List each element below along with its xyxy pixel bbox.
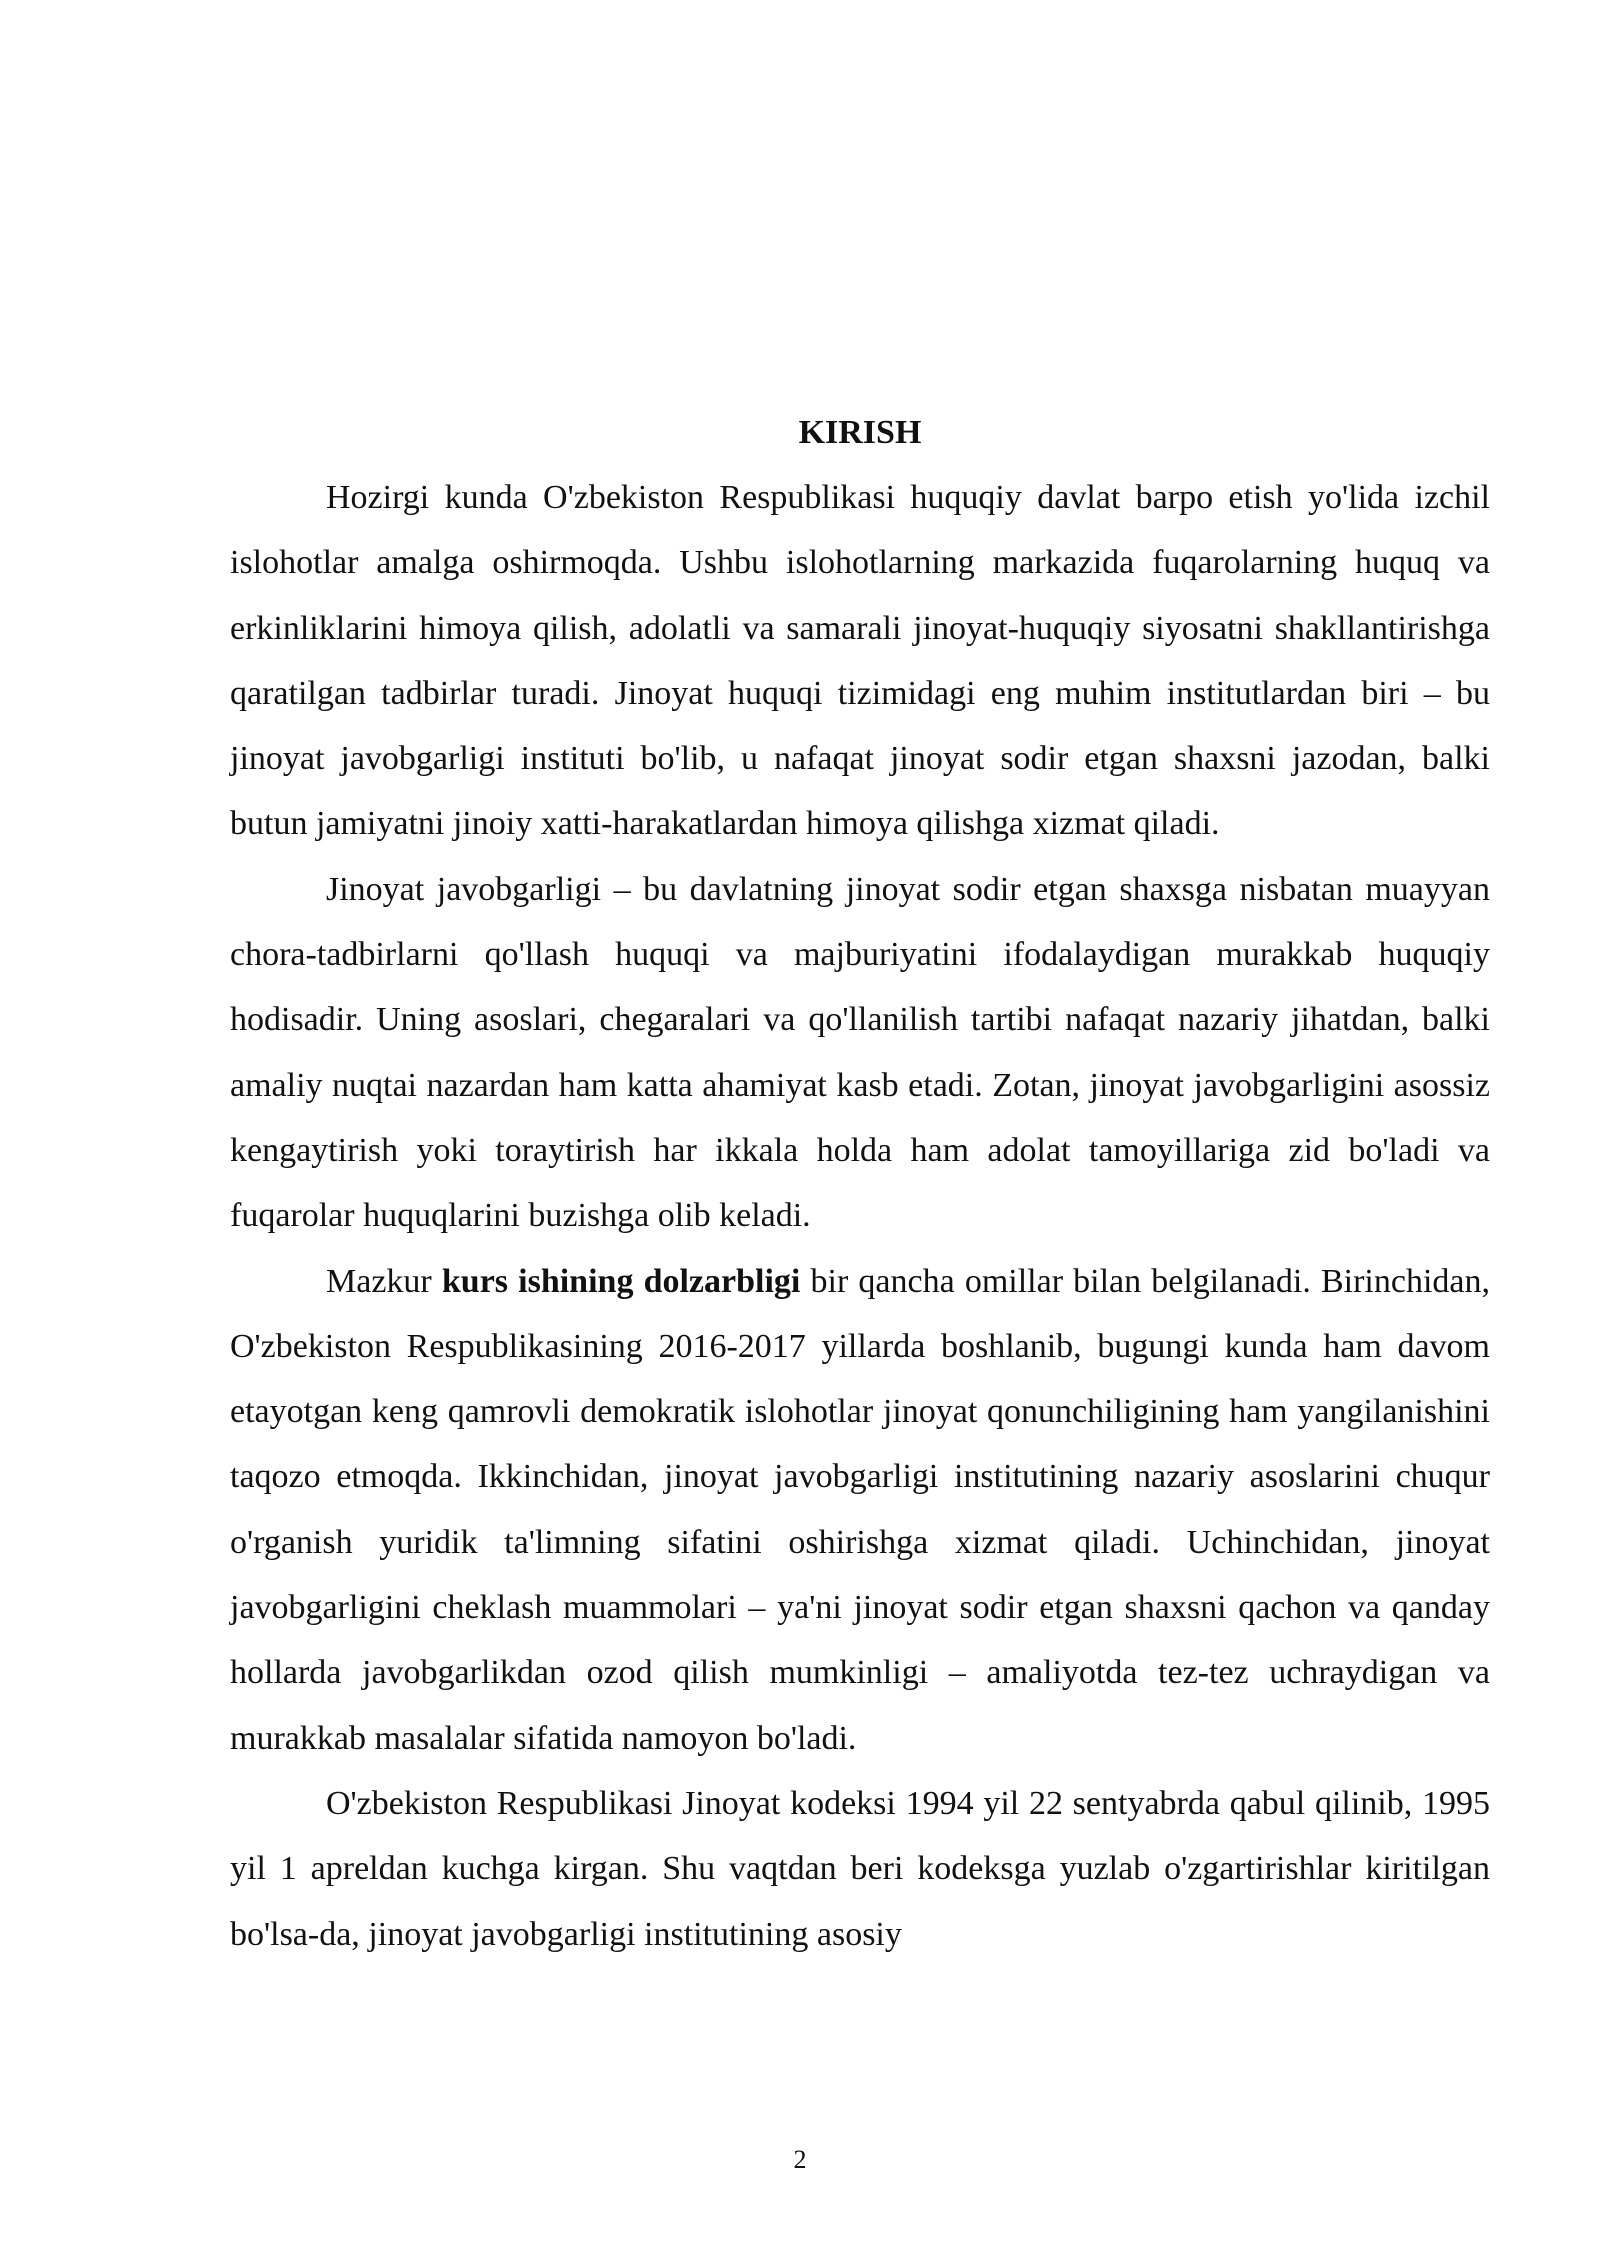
paragraph-relevance-suffix: bir qancha omillar bilan belgilanadi. Birinchidan, O'zbekiston Respublikasining 2016-2017 yillarda boshlanib, bugungi kunda ham davom etayotgan keng qamrovli demokratik islohotlar jinoyat qonunchiligining ham yangilanishini taqozo etmoqda. Ikkinchidan, jinoyat javobgarligi institutining nazariy asoslarini chuqur o'rganish yuridik ta'limning sifatini oshirishga xizmat qiladi. Uchinchidan, jinoyat javobgarligini cheklash muammolari – ya'ni jinoyat sodir etgan shaxsni qachon va qanday hollarda javobgarlikdan ozod qilish mumkinligi – amaliyotda tez-tez uchraydigan va murakkab masalalar sifatida namoyon bo'ladi. [230, 1262, 1490, 1757]
paragraph-relevance [230, 1249, 1490, 1771]
paragraph-relevance-prefix: Mazkur [326, 1262, 442, 1300]
section-heading: KIRISH [798, 414, 922, 451]
page-number: 2 [793, 2145, 807, 2174]
paragraph-definition: Jinoyat javobgarligi – bu davlatning jinoyat sodir etgan shaxsga nisbatan muayyan chora-tadbirlarni qo'llash huquqi va majburiyatini ifodalaydigan murakkab huquqiy hodisadir. Uning asoslari, chegaralari va qo'llanilish tartibi nafaqat nazariy jihatdan, balki amaliy nuqtai nazardan ham katta ahamiyat kasb etadi. Zotan, jinoyat javobgarligini asossiz kengaytirish yoki toraytirish har ikkala holda ham adolat tamoyillariga zid bo'ladi va fuqarolar huquqlarini buzishga olib keladi. [230, 870, 1490, 1235]
paragraph-intro: Hozirgi kunda O'zbekiston Respublikasi huquqiy davlat barpo etish yo'lida izchil islohotlar amalga oshirmoqda. Ushbu islohotlarning markazida fuqarolarning huquq va erkinliklarini himoya qilish, adolatli va samarali jinoyat-huquqiy siyosatni shakllantirishga qaratilgan tadbirlar turadi. Jinoyat huquqi tizimidagi eng muhim institutlardan biri – bu jinoyat javobgarligi instituti bo'lib, u nafaqat jinoyat sodir etgan shaxsni jazodan, balki butun jamiyatni jinoiy xatti-harakatlardan himoya qilishga xizmat qiladi. [230, 479, 1490, 843]
paragraph-criminal-code: O'zbekiston Respublikasi Jinoyat kodeksi 1994 yil 22 sentyabrda qabul qilinib, 1995 yil 1 apreldan kuchga kirgan. Shu vaqtdan beri kodeksga yuzlab o'zgartirishlar kiritilgan bo'lsa-da, jinoyat javobgarligi institutining asosiy [230, 1784, 1490, 1953]
document-body [230, 400, 1490, 1967]
paragraph-relevance-bold: kurs ishining dolzarbligi [441, 1262, 801, 1300]
